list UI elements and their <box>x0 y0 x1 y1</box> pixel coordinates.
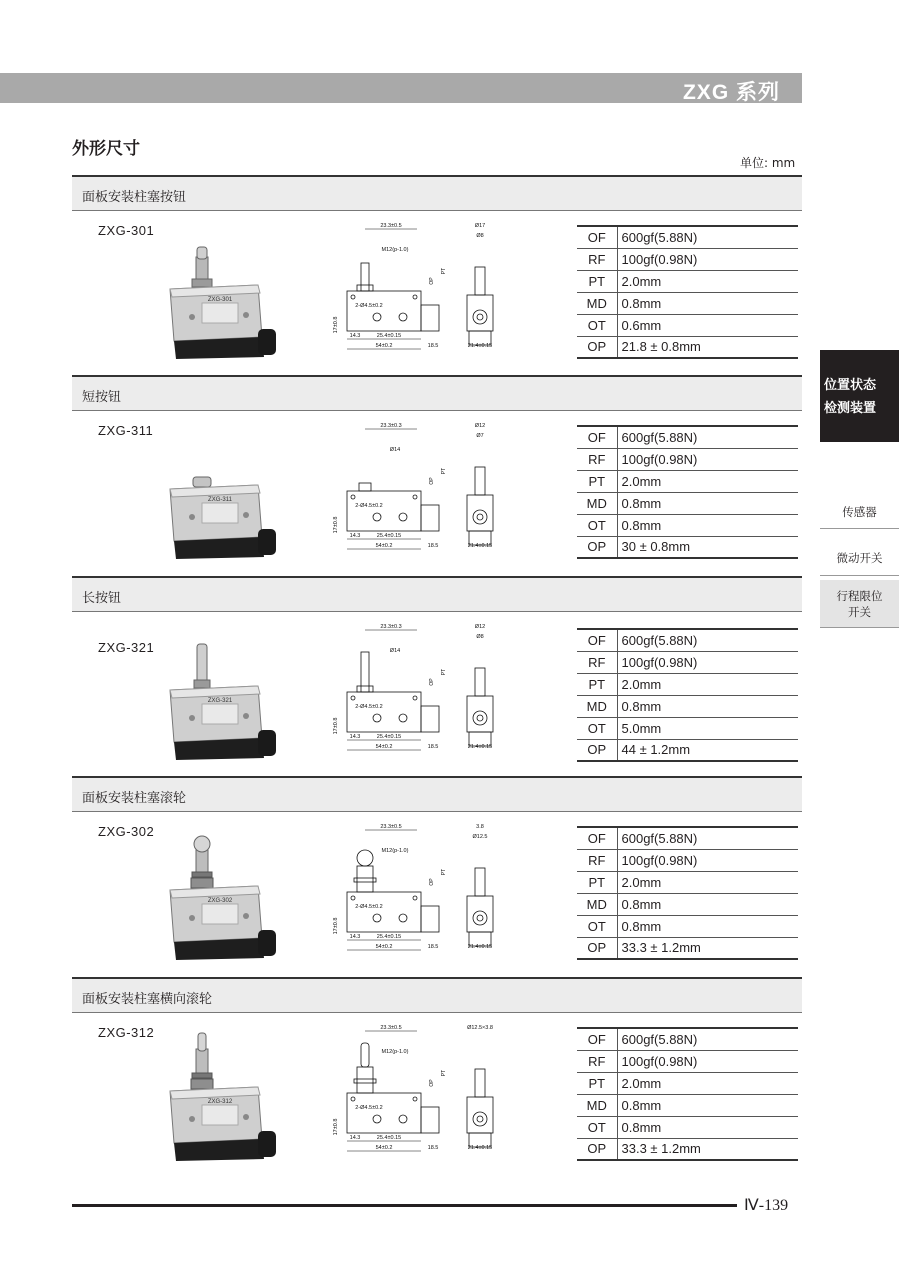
spec-value: 2.0mm <box>617 470 798 492</box>
spec-value: 100gf(0.98N) <box>617 849 798 871</box>
dimension-drawing <box>327 1023 527 1171</box>
spec-row <box>577 695 798 717</box>
spec-value: 2.0mm <box>617 673 798 695</box>
sidebar-tab-sensor[interactable] <box>820 495 899 529</box>
spec-row <box>577 292 798 314</box>
spec-row <box>577 270 798 292</box>
spec-key: OT <box>577 1116 617 1138</box>
dim-side-width: 21.4±0.15 <box>467 543 493 549</box>
photo-model-label: ZXG-321 <box>207 698 233 704</box>
spec-key: RF <box>577 651 617 673</box>
dim-side-width: 21.4±0.15 <box>467 1145 493 1151</box>
spec-key: PT <box>577 270 617 292</box>
sidebar-tab-limit-switch[interactable] <box>820 580 899 628</box>
spec-key: OF <box>577 629 617 651</box>
switch-photo <box>162 417 282 567</box>
spec-row <box>577 937 798 959</box>
spec-key: MD <box>577 893 617 915</box>
dim-w3: 54±0.2 <box>375 343 393 349</box>
spec-key: OP <box>577 536 617 558</box>
sidebar-tab-label: 开关 <box>848 605 871 619</box>
dim-holes: 2-Ø4.5±0.2 <box>355 1105 383 1111</box>
spec-key: MD <box>577 292 617 314</box>
spec-row <box>577 248 798 270</box>
spec-value: 21.8 ± 0.8mm <box>617 336 798 358</box>
spec-key: OT <box>577 514 617 536</box>
spec-value: 0.8mm <box>617 695 798 717</box>
dimension-drawing <box>327 221 527 369</box>
dimension-drawing <box>327 822 527 970</box>
actuator <box>191 1033 213 1089</box>
dim-w3: 54±0.2 <box>375 944 393 950</box>
dim-side-width: 21.4±0.15 <box>467 944 493 950</box>
dim-op: OP <box>429 678 435 686</box>
dim-top: 23.3±0.5 <box>380 223 402 229</box>
product-section <box>72 977 802 1181</box>
spec-row <box>577 1050 798 1072</box>
dim-side-top: Ø17 <box>474 223 486 229</box>
spec-row <box>577 1094 798 1116</box>
dim-w4: 18.5 <box>427 944 439 950</box>
dim-w1: 14.3 <box>349 934 361 940</box>
dim-height: 17±0.8 <box>333 516 339 534</box>
sidebar-tab-active-line1: 位置状态 <box>824 378 877 393</box>
product-photo <box>162 217 282 371</box>
sidebar-tab-label: 传感器 <box>842 505 877 519</box>
dim-w2: 25.4±0.15 <box>376 1135 402 1141</box>
dim-op: OP <box>429 277 435 285</box>
actuator <box>192 247 212 287</box>
dim-w2: 25.4±0.15 <box>376 533 402 539</box>
spec-key: MD <box>577 1094 617 1116</box>
photo-model-label: ZXG-302 <box>207 898 233 904</box>
switch-photo <box>162 618 282 768</box>
spec-row <box>577 651 798 673</box>
dim-holes: 2-Ø4.5±0.2 <box>355 303 383 309</box>
dim-w2: 25.4±0.15 <box>376 934 402 940</box>
technical-drawing <box>327 622 527 774</box>
series-header-band <box>0 73 802 103</box>
spec-key: PT <box>577 470 617 492</box>
section-title: 长按钮 <box>82 591 122 606</box>
switch-photo <box>162 217 282 367</box>
spec-row <box>577 673 798 695</box>
spec-table <box>577 826 798 960</box>
section-header <box>72 977 802 1013</box>
dim-op: OP <box>429 1079 435 1087</box>
spec-key: PT <box>577 1072 617 1094</box>
spec-row <box>577 827 798 849</box>
spec-value: 0.8mm <box>617 492 798 514</box>
spec-row <box>577 1028 798 1050</box>
spec-row <box>577 893 798 915</box>
dimension-drawing <box>327 421 527 569</box>
spec-key: OP <box>577 739 617 761</box>
spec-value: 2.0mm <box>617 1072 798 1094</box>
dim-side-top: 3.8 <box>476 824 484 830</box>
dim-pt: PT <box>441 1069 447 1077</box>
section-header <box>72 776 802 812</box>
spec-value: 600gf(5.88N) <box>617 827 798 849</box>
dim-side-second: Ø8 <box>476 233 484 239</box>
spec-key: PT <box>577 871 617 893</box>
dim-side-width: 21.4±0.15 <box>467 744 493 750</box>
photo-model-label: ZXG-311 <box>208 497 232 503</box>
product-section <box>72 576 802 776</box>
section-title: 面板安装柱塞滚轮 <box>82 791 187 806</box>
actuator <box>193 477 211 487</box>
dim-height: 17±0.8 <box>333 717 339 735</box>
dim-top: 23.3±0.5 <box>380 824 402 830</box>
spec-table <box>577 225 798 359</box>
spec-row <box>577 629 798 651</box>
spec-key: RF <box>577 248 617 270</box>
dim-height: 17±0.8 <box>333 917 339 935</box>
spec-key: OT <box>577 915 617 937</box>
spec-row <box>577 448 798 470</box>
section-title: 面板安装柱塞横向滚轮 <box>82 992 213 1007</box>
spec-value: 0.8mm <box>617 1094 798 1116</box>
spec-key: OF <box>577 1028 617 1050</box>
dim-side-top: Ø12.5×3.8 <box>467 1025 493 1031</box>
dim-pt: PT <box>441 467 447 475</box>
spec-row <box>577 1138 798 1160</box>
dim-side-second: Ø7 <box>476 433 484 439</box>
sidebar-tab-label: 行程限位 <box>836 589 883 603</box>
spec-value: 100gf(0.98N) <box>617 1050 798 1072</box>
dim-side-second: Ø8 <box>476 634 484 640</box>
spec-row <box>577 536 798 558</box>
dimension-drawing <box>327 622 527 770</box>
page-title: 外形尺寸 <box>72 139 140 159</box>
spec-key: OT <box>577 717 617 739</box>
spec-value: 2.0mm <box>617 871 798 893</box>
spec-value: 44 ± 1.2mm <box>617 739 798 761</box>
spec-value: 0.8mm <box>617 1116 798 1138</box>
dim-thread: M12(p-1.0) <box>381 848 409 854</box>
dim-holes: 2-Ø4.5±0.2 <box>355 904 383 910</box>
spec-value: 5.0mm <box>617 717 798 739</box>
spec-key: OT <box>577 314 617 336</box>
photo-model-label: ZXG-312 <box>207 1099 233 1105</box>
dim-w1: 14.3 <box>349 734 361 740</box>
dim-op: OP <box>429 477 435 485</box>
dim-w3: 54±0.2 <box>375 744 393 750</box>
model-number: ZXG-302 <box>98 824 155 839</box>
spec-table <box>577 628 798 762</box>
spec-value: 33.3 ± 1.2mm <box>617 1138 798 1160</box>
dim-side-second: Ø12.5 <box>472 834 488 840</box>
spec-row <box>577 1116 798 1138</box>
dim-height: 17±0.8 <box>333 1118 339 1136</box>
dim-w3: 54±0.2 <box>375 1145 393 1151</box>
spec-table <box>577 425 798 559</box>
unit-label: 单位: mm <box>740 156 796 170</box>
sidebar-tab-active[interactable] <box>820 350 899 442</box>
spec-key: OP <box>577 937 617 959</box>
dim-side-top: Ø12 <box>474 624 486 630</box>
spec-value: 600gf(5.88N) <box>617 1028 798 1050</box>
dim-w1: 14.3 <box>349 333 361 339</box>
spec-value: 0.8mm <box>617 514 798 536</box>
technical-drawing <box>327 221 527 373</box>
spec-value: 2.0mm <box>617 270 798 292</box>
sidebar-tab-label: 微动开关 <box>836 551 883 565</box>
spec-row <box>577 1072 798 1094</box>
spec-value: 100gf(0.98N) <box>617 248 798 270</box>
product-section <box>72 175 802 375</box>
dim-thread: Ø14 <box>389 447 401 453</box>
spec-value: 33.3 ± 1.2mm <box>617 937 798 959</box>
spec-key: OF <box>577 226 617 248</box>
technical-drawing <box>327 421 527 573</box>
model-number: ZXG-312 <box>98 1025 155 1040</box>
spec-value: 100gf(0.98N) <box>617 651 798 673</box>
spec-row <box>577 492 798 514</box>
spec-key: OF <box>577 827 617 849</box>
spec-row <box>577 514 798 536</box>
spec-value: 600gf(5.88N) <box>617 629 798 651</box>
dim-holes: 2-Ø4.5±0.2 <box>355 503 383 509</box>
dim-top: 23.3±0.3 <box>380 624 402 630</box>
photo-model-label: ZXG-301 <box>207 297 233 303</box>
dim-thread: M12(p-1.0) <box>381 247 409 253</box>
spec-value: 0.8mm <box>617 915 798 937</box>
dim-pt: PT <box>441 868 447 876</box>
product-photo <box>162 818 282 972</box>
spec-key: OF <box>577 426 617 448</box>
section-title: 短按钮 <box>82 390 122 405</box>
product-photo <box>162 618 282 772</box>
spec-row <box>577 871 798 893</box>
dim-w2: 25.4±0.15 <box>376 734 402 740</box>
spec-value: 0.8mm <box>617 893 798 915</box>
section-header <box>72 175 802 211</box>
spec-key: OP <box>577 1138 617 1160</box>
spec-key: RF <box>577 448 617 470</box>
spec-row <box>577 426 798 448</box>
dim-side-width: 21.4±0.15 <box>467 343 493 349</box>
dim-thread: Ø14 <box>389 648 401 654</box>
dim-top: 23.3±0.5 <box>380 1025 402 1031</box>
spec-value: 30 ± 0.8mm <box>617 536 798 558</box>
dim-w4: 18.5 <box>427 543 439 549</box>
dim-side-top: Ø12 <box>474 423 486 429</box>
dim-height: 17±0.8 <box>333 316 339 334</box>
spec-key: OP <box>577 336 617 358</box>
model-number: ZXG-311 <box>98 423 154 438</box>
spec-key: RF <box>577 849 617 871</box>
dim-w4: 18.5 <box>427 1145 439 1151</box>
model-number: ZXG-301 <box>98 223 155 238</box>
switch-photo <box>162 1019 282 1169</box>
dim-pt: PT <box>441 668 447 676</box>
sidebar-tab-microswitch[interactable] <box>820 540 899 576</box>
spec-key: MD <box>577 695 617 717</box>
spec-row <box>577 226 798 248</box>
spec-row <box>577 739 798 761</box>
spec-row <box>577 470 798 492</box>
spec-value: 100gf(0.98N) <box>617 448 798 470</box>
technical-drawing <box>327 822 527 974</box>
dim-holes: 2-Ø4.5±0.2 <box>355 704 383 710</box>
dim-w3: 54±0.2 <box>375 543 393 549</box>
product-photo <box>162 417 282 571</box>
footer-line <box>72 1204 737 1207</box>
actuator <box>194 644 210 688</box>
spec-value: 0.8mm <box>617 292 798 314</box>
dim-w1: 14.3 <box>349 533 361 539</box>
actuator <box>191 836 213 888</box>
product-photo <box>162 1019 282 1173</box>
product-section <box>72 776 802 977</box>
switch-photo <box>162 818 282 968</box>
model-number: ZXG-321 <box>98 640 155 655</box>
series-title: ZXG 系列 <box>682 81 780 104</box>
spec-row <box>577 849 798 871</box>
dim-w4: 18.5 <box>427 744 439 750</box>
technical-drawing <box>327 1023 527 1175</box>
section-title: 面板安装柱塞按钮 <box>82 190 187 205</box>
dim-w2: 25.4±0.15 <box>376 333 402 339</box>
section-header <box>72 375 802 411</box>
spec-key: RF <box>577 1050 617 1072</box>
dim-w4: 18.5 <box>427 343 439 349</box>
dim-thread: M12(p-1.0) <box>381 1049 409 1055</box>
spec-table <box>577 1027 798 1161</box>
spec-value: 0.6mm <box>617 314 798 336</box>
dim-pt: PT <box>441 267 447 275</box>
product-section <box>72 375 802 576</box>
spec-row <box>577 336 798 358</box>
dim-w1: 14.3 <box>349 1135 361 1141</box>
spec-value: 600gf(5.88N) <box>617 226 798 248</box>
page-number: Ⅳ-139 <box>744 1197 789 1214</box>
spec-row <box>577 314 798 336</box>
section-header <box>72 576 802 612</box>
dim-op: OP <box>429 878 435 886</box>
spec-value: 600gf(5.88N) <box>617 426 798 448</box>
spec-key: MD <box>577 492 617 514</box>
spec-key: PT <box>577 673 617 695</box>
spec-row <box>577 717 798 739</box>
dim-top: 23.3±0.3 <box>380 423 402 429</box>
spec-row <box>577 915 798 937</box>
sidebar-tab-active-line2: 检测装置 <box>824 401 877 416</box>
